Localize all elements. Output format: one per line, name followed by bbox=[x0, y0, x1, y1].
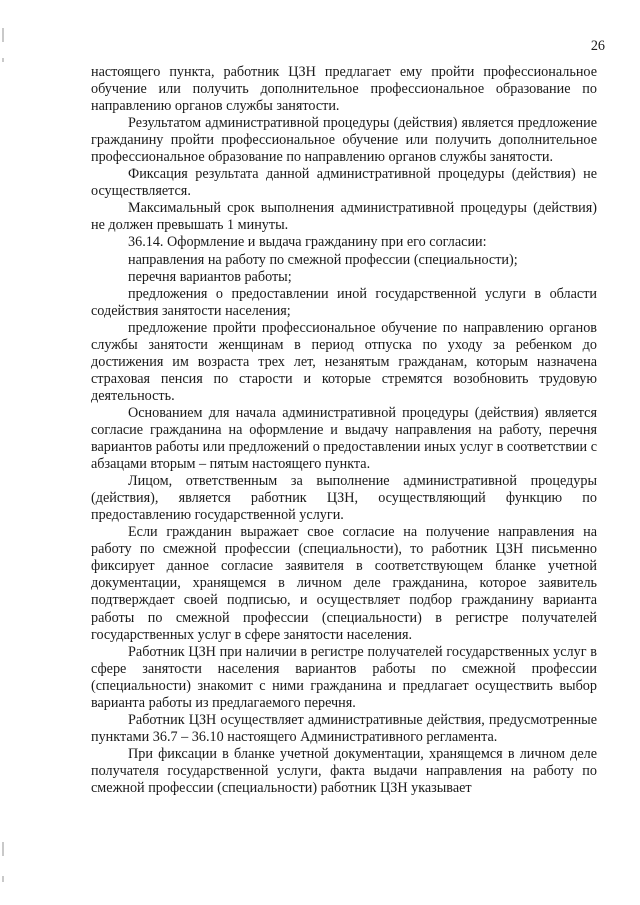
scan-edge-mark bbox=[2, 28, 4, 42]
paragraph: Фиксация результата данной административной процедуры (действия) не осуществляется. bbox=[91, 166, 597, 200]
paragraph: Максимальный срок выполнения административной процедуры (действия) не должен превышать 1 минуты. bbox=[91, 200, 597, 234]
paragraph: Результатом административной процедуры (действия) является предложение гражданину пройти профессиональное обучение или получить дополнительное профессиональное образование по направлению органов службы занятости. bbox=[91, 115, 597, 166]
scan-edge-mark bbox=[2, 842, 4, 856]
list-item: перечня вариантов работы; bbox=[128, 268, 292, 285]
list-item: предложения о предоставлении иной государственной услуги в области содействия занятости населения; bbox=[91, 285, 597, 319]
paragraph: Основанием для начала административной процедуры (действия) является согласие гражданина на оформление и выдачу направления на работу, перечня вариантов работы или предложений о предоставлении иных услуг в соответствии с абзацами вторым – пятым настоящего пункта. bbox=[91, 404, 597, 473]
paragraph: Если гражданин выражает свое согласие на получение направления на работу по смежной профессии (специальности), то работник ЦЗН письменно фиксирует данное согласие заявителя в соответствующем бланке учетной документации, хранящемся в личном деле гражданина, которое заявитель подтверждает своей подписью, и осуществляет подбор гражданину варианта работы по смежной профессии (специальности) в регистре получателей государственных услуг в сфере занятости населения. bbox=[91, 524, 597, 643]
paragraph: При фиксации в бланке учетной документации, хранящемся в личном деле получателя государственной услуги, факта выдачи направления на работу по смежной профессии (специальности) работник ЦЗН указывает bbox=[91, 745, 597, 796]
scan-edge-marks bbox=[0, 0, 8, 905]
section-heading: 36.14. Оформление и выдача гражданину при его согласии: bbox=[128, 234, 487, 251]
scan-edge-mark bbox=[2, 876, 4, 882]
body-text bbox=[91, 64, 597, 797]
list-item: предложение пройти профессиональное обучение по направлению органов службы занятости женщинам в период отпуска по уходу за ребенком до достижения им возраста трех лет, незанятым гражданам, которым назначена страховая пенсия по старости и которые стремятся возобновить трудовую деятельность. bbox=[91, 319, 597, 404]
paragraph: Работник ЦЗН осуществляет административные действия, предусмотренные пунктами 36.7 – 36.10 настоящего Административного регламента. bbox=[91, 711, 597, 745]
list-item: направления на работу по смежной профессии (специальности); bbox=[128, 251, 518, 268]
page-number: 26 bbox=[590, 38, 605, 54]
paragraph: Работник ЦЗН при наличии в регистре получателей государственных услуг в сфере занятости населения вариантов работы по смежной профессии (специальности) знакомит с ними гражданина и предлагает осуществить выбор варианта работы из предлагаемого перечня. bbox=[91, 643, 597, 711]
scan-edge-mark bbox=[2, 58, 4, 62]
paragraph: Лицом, ответственным за выполнение административной процедуры (действия), является работник ЦЗН, осуществляющий функцию по предоставлению государственной услуги. bbox=[91, 473, 597, 524]
paragraph: настоящего пункта, работник ЦЗН предлагает ему пройти профессиональное обучение или получить дополнительное профессиональное образование по направлению органов службы занятости. bbox=[91, 64, 597, 115]
